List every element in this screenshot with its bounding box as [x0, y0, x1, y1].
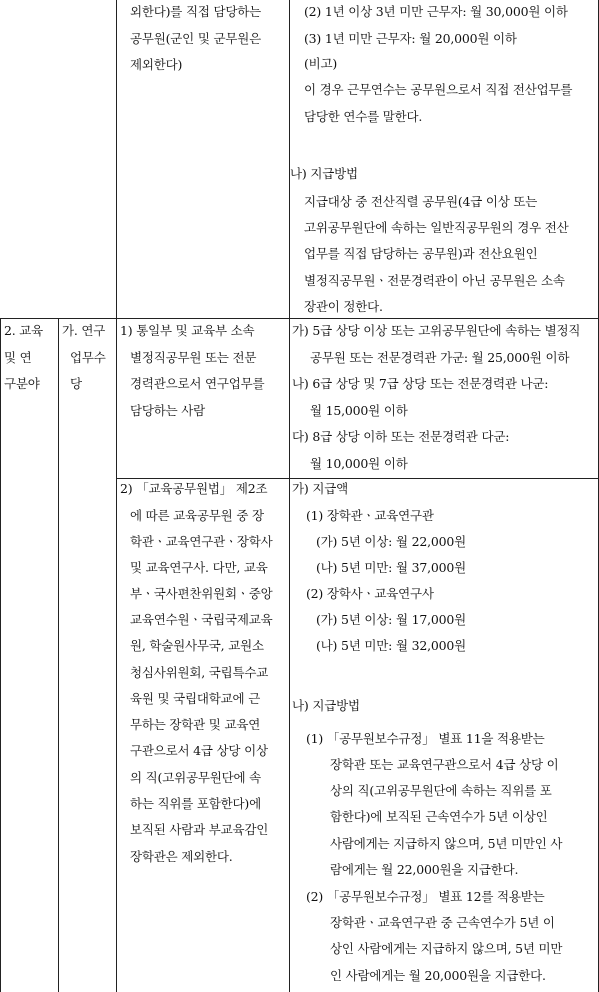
text-line: 고위공무원단에 속하는 일반직공무원의 경우 전산 [304, 220, 569, 235]
text-line: 청심사위원회, 국립특수교 [130, 665, 269, 680]
text-line: 장학관 또는 교육연구관으로서 4급 상당 이 [330, 757, 559, 772]
text-line: 담당한 연수를 말한다. [304, 109, 423, 124]
text-line: 함한다)에 보직된 근속연수가 5년 이상인 [330, 809, 548, 824]
text-line: 업무를 직접 담당하는 공무원)과 전산요원인 [304, 246, 538, 261]
text-line: 월 10,000원 이하 [310, 456, 408, 471]
text-line: 원, 학술원사무국, 교원소 [130, 638, 264, 653]
row-divider-1 [0, 318, 599, 319]
text-line: 및 연 [4, 350, 32, 365]
text-line: (1) 「공무원보수규정」 별표 11을 적용받는 [306, 731, 545, 746]
text-line: (2) 1년 이상 3년 미만 근무자: 월 30,000원 이하 [304, 4, 568, 19]
text-line: (가) 5년 이상: 월 22,000원 [316, 534, 466, 549]
text-line: 나) 지급방법 [292, 698, 360, 713]
text-line: 장학관은 제외한다. [130, 849, 233, 864]
text-line: 지급대상 중 전산직렬 공무원(4급 이상 또는 [304, 194, 538, 209]
column-divider-2 [116, 0, 117, 992]
text-line: 다) 8급 상당 이하 또는 전문경력관 다군: [292, 429, 510, 444]
text-line: (나) 5년 미만: 월 32,000원 [316, 638, 466, 653]
text-line: 별정직공무원ㆍ전문경력관이 아닌 공무원은 소속 [304, 273, 565, 288]
text-line: 구분야 [4, 376, 40, 391]
text-line: (1) 장학관ㆍ교육연구관 [306, 508, 434, 523]
text-line: 2. 교육 [4, 323, 44, 338]
text-line: 별정직공무원 또는 전문 [130, 350, 257, 365]
text-line: 상인 사람에게는 지급하지 않으며, 5년 미만 [330, 941, 563, 956]
text-line: 가. 연구 [62, 323, 106, 338]
text-line: 장학관ㆍ교육연구관 중 근속연수가 5년 이 [330, 915, 555, 930]
text-line: 학관ㆍ교육연구관ㆍ장학사 [130, 534, 273, 549]
text-line: 담당하는 사람 [130, 403, 206, 418]
text-line: 외한다)를 직접 담당하는 [130, 4, 261, 19]
text-line: (2) 장학사ㆍ교육연구사 [306, 586, 434, 601]
text-line: 가) 5급 상당 이상 또는 고위공무원단에 속하는 별정직 [292, 323, 581, 338]
text-line: 무하는 장학관 및 교육연 [130, 717, 261, 732]
text-line: 공무원 또는 전문경력관 가군: 월 25,000원 이하 [310, 350, 570, 365]
text-line: 육원 및 국립대학교에 근 [130, 691, 261, 706]
text-line: 보직된 사람과 부교육감인 [130, 822, 269, 837]
table-border-left [0, 318, 1, 992]
text-line: 의 직(고위공무원단에 속 [130, 770, 261, 785]
text-line: (비고) [304, 56, 338, 71]
text-line: 구관으로서 4급 상당 이상 [130, 743, 268, 758]
text-line: 나) 6급 상당 및 7급 상당 또는 전문경력관 나군: [292, 376, 549, 391]
text-line: 인 사람에게는 월 20,000원을 지급한다. [330, 968, 546, 983]
text-line: 부ㆍ국사편찬위원회ㆍ중앙 [130, 586, 273, 601]
text-line: 업무수 [70, 350, 106, 365]
text-line: 당 [70, 376, 82, 391]
text-line: 에 따른 교육공무원 중 장 [130, 508, 264, 523]
text-line: 하는 직위를 포함한다)에 [130, 796, 261, 811]
text-line: (나) 5년 미만: 월 37,000원 [316, 560, 466, 575]
row-divider-2 [116, 478, 599, 479]
text-line: 이 경우 근무연수는 공무원으로서 직접 전산업무를 [304, 82, 573, 97]
text-line: (2) 「공무원보수규정」 별표 12를 적용받는 [306, 889, 545, 904]
text-line: 월 15,000원 이하 [310, 403, 408, 418]
text-line: 교육연수원ㆍ국립국제교육 [130, 612, 273, 627]
text-line: 1) 통일부 및 교육부 소속 [120, 323, 255, 338]
text-line: 사람에게는 지급하지 않으며, 5년 미만인 사 [330, 836, 563, 851]
text-line: 나) 지급방법 [290, 166, 358, 181]
text-line: 장관이 정한다. [304, 299, 383, 314]
text-line: 공무원(군인 및 군무원은 [130, 31, 261, 46]
text-line: (3) 1년 미만 근무자: 월 20,000원 이하 [304, 31, 517, 46]
text-line: 제외한다) [130, 57, 183, 72]
text-line: 람에게는 월 22,000원을 지급한다. [330, 862, 519, 877]
text-line: 상의 직(고위공무원단에 속하는 직위를 포 [330, 783, 552, 798]
column-divider-3 [289, 0, 290, 992]
text-line: 및 교육연구사. 다만, 교육 [130, 560, 268, 575]
text-line: 경력관으로서 연구업무를 [130, 376, 265, 391]
text-line: 가) 지급액 [292, 481, 348, 496]
column-divider-1 [58, 318, 59, 992]
text-line: 2) 「교육공무원법」 제2조 [120, 481, 268, 496]
text-line: (가) 5년 이상: 월 17,000원 [316, 612, 466, 627]
